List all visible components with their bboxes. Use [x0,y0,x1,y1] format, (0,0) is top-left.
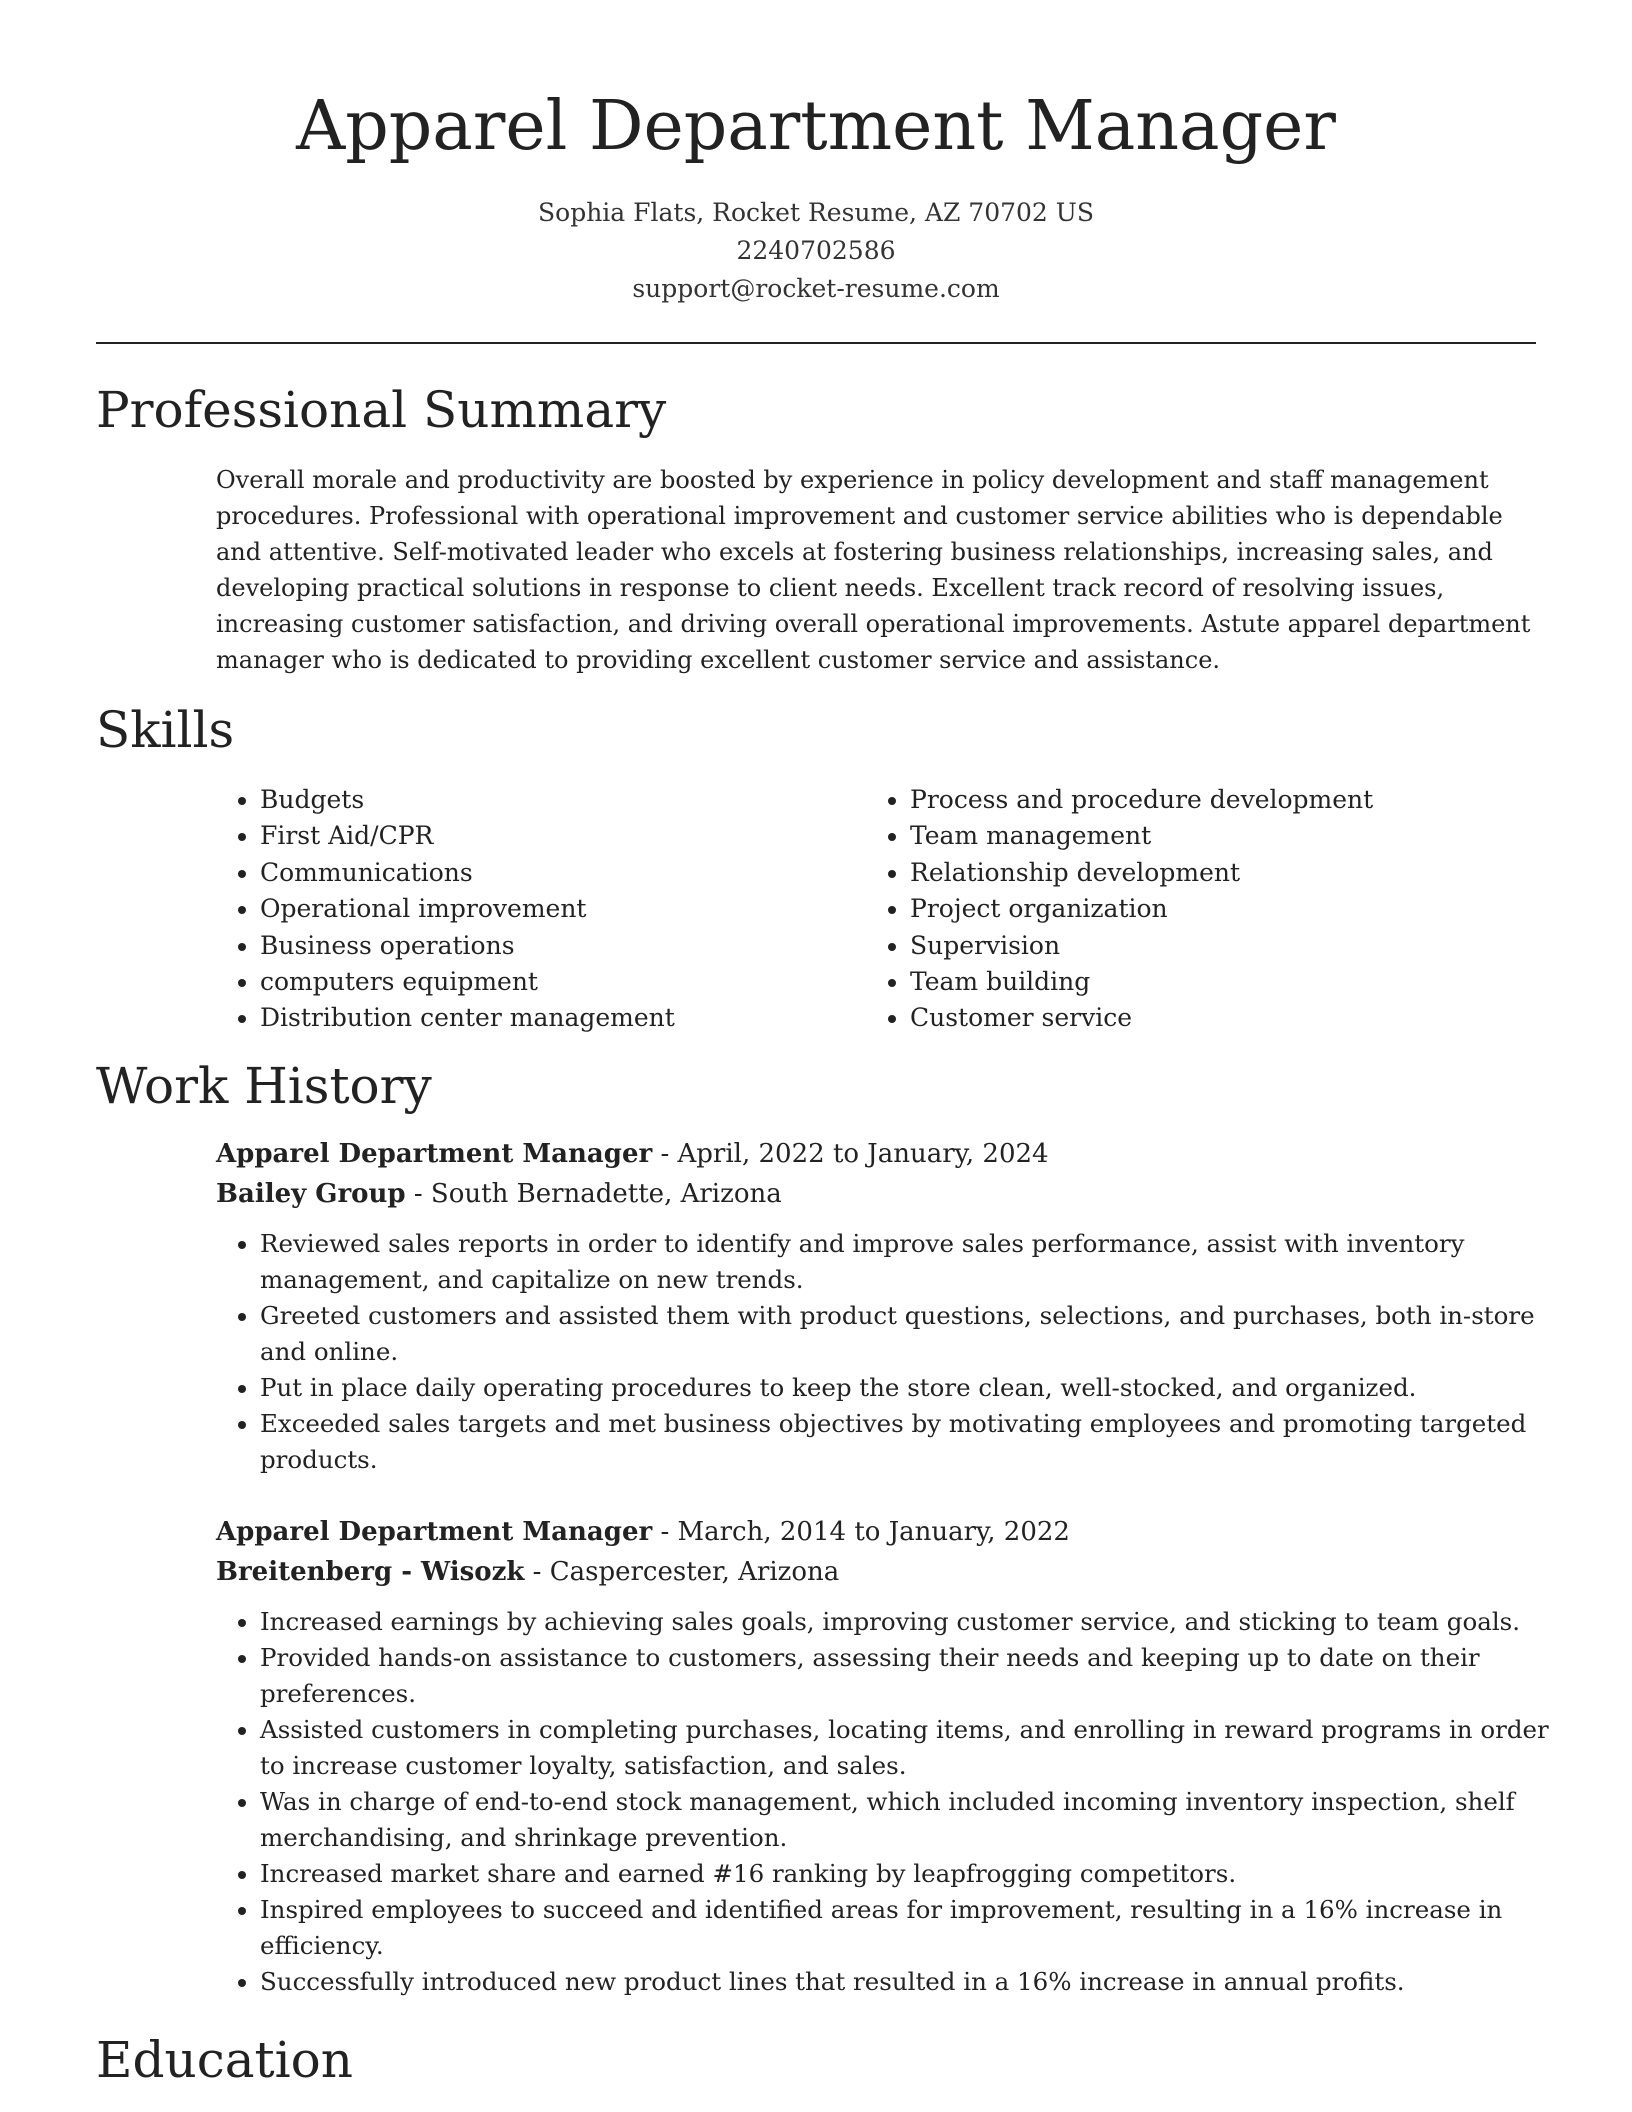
job-role: Apparel Department Manager [216,1517,653,1547]
skill-item: • Relationship development [910,855,1550,891]
skill-item: • Customer service [910,1000,1550,1036]
job-company-line [216,1174,1536,1214]
job-location: - Caspercester, Arizona [524,1557,840,1587]
skill-item: • Project organization [910,891,1550,927]
skills-list-right [866,782,1550,1037]
job-company-line [216,1552,1536,1592]
section-title-skills: Skills [96,701,235,759]
job-bullet: • Increased earnings by achieving sales goals, improving customer service, and sticking to team goals. [260,1604,1570,1640]
job-dates: - April, 2022 to January, 2024 [652,1139,1049,1169]
skill-item: • Supervision [910,928,1550,964]
skill-item: • Communications [260,855,860,891]
skill-item: • computers equipment [260,964,860,1000]
skill-item: • Team management [910,818,1550,854]
job-bullet: • Greeted customers and assisted them with product questions, selections, and purchases, both in-store and online. [260,1298,1570,1370]
contact-address: Sophia Flats, Rocket Resume, AZ 70702 US [538,198,1094,227]
contact-phone: 2240702586 [736,236,896,265]
skill-item: • Business operations [260,928,860,964]
skill-item: • Team building [910,964,1550,1000]
section-title-education: Education [96,2031,353,2089]
job-bullet: • Assisted customers in completing purchases, locating items, and enrolling in reward programs in order to increase customer loyalty, satisfaction, and sales. [260,1712,1570,1784]
contact-email: support@rocket-resume.com [632,274,1000,303]
job-bullet: • Put in place daily operating procedures to keep the store clean, well-stocked, and organized. [260,1370,1570,1406]
job-company: Bailey Group [216,1179,406,1209]
section-title-work-history: Work History [96,1057,432,1115]
job-dates: - March, 2014 to January, 2022 [652,1517,1070,1547]
header-divider [96,342,1536,344]
skill-item: • Budgets [260,782,860,818]
summary-text: Overall morale and productivity are boosted by experience in policy development and staff management procedures. Professional with operational improvement and customer service abilities who is dependable and attentive. Self-motivated leader who excels at fostering business relationships, increasing sales, and developing practical solutions in response to client needs. Excellent track record of resolving issues, increasing customer satisfaction, and driving overall operational improvements. Astute apparel department manager who is dedicated to providing excellent customer service and assistance. [216,466,1531,674]
resume-name-heading: Apparel Department Manager [296,87,1336,166]
skills-list-left [216,782,860,1037]
skill-item: • Process and procedure development [910,782,1550,818]
job-role: Apparel Department Manager [216,1139,653,1169]
job-bullet: • Successfully introduced new product lines that resulted in a 16% increase in annual profits. [260,1964,1570,2000]
skill-item: • First Aid/CPR [260,818,860,854]
job-bullet: • Inspired employees to succeed and identified areas for improvement, resulting in a 16% increase in efficiency. [260,1892,1570,1964]
section-title-summary: Professional Summary [96,381,667,439]
contact-block [0,194,1632,308]
job-bullet: • Increased market share and earned #16 ranking by leapfrogging competitors. [260,1856,1570,1892]
job-bullet: • Exceeded sales targets and met business objectives by motivating employees and promoting targeted products. [260,1406,1570,1478]
job-title-line [216,1134,1536,1174]
skill-item: • Distribution center management [260,1000,860,1036]
job-location: - South Bernadette, Arizona [405,1179,782,1209]
job-bullet: • Provided hands-on assistance to customers, assessing their needs and keeping up to date on their preferences. [260,1640,1570,1712]
job-company: Breitenberg - Wisozk [216,1557,525,1587]
job-bullet: • Was in charge of end-to-end stock management, which included incoming inventory inspection, shelf merchandising, and shrinkage prevention. [260,1784,1570,1856]
job-title-line [216,1512,1536,1552]
job-bullets [216,1604,1570,2000]
job-bullet: • Reviewed sales reports in order to identify and improve sales performance, assist with inventory management, and capitalize on new trends. [260,1226,1570,1298]
skill-item: • Operational improvement [260,891,860,927]
job-bullets [216,1226,1570,1478]
